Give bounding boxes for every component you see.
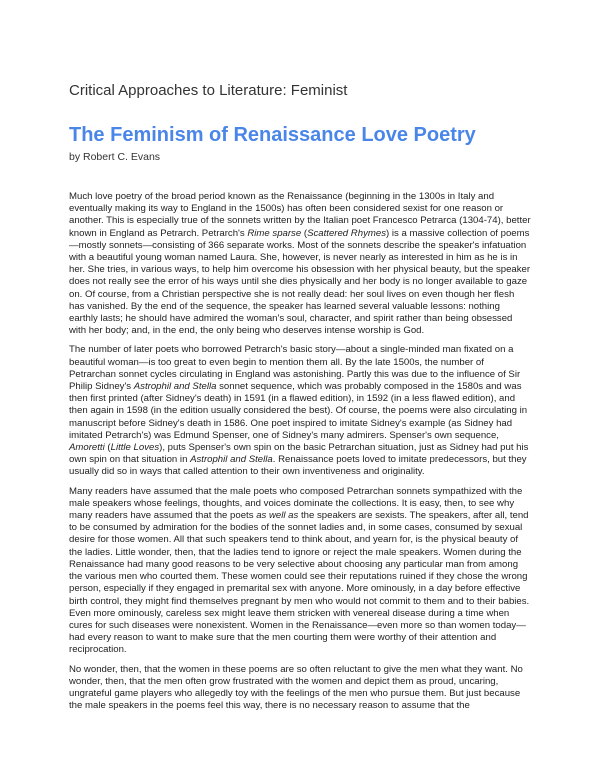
text-run: ), puts Spenser's own spin on the basic Petrarchan situation, just as Sidney had put his own spin on that situation in [69, 442, 529, 466]
text-run: ( [104, 442, 111, 454]
article-title: The Feminism of Renaissance Love Poetry [69, 124, 476, 146]
italic-text: Astrophil and Stella [133, 381, 217, 393]
italic-text: Rime sparse [247, 227, 302, 239]
text-run: sonnet sequence, which was probably composed in the 1580s and was then first printed (after Sidney's death) in 1591 (in a flawed edition), in 1592 (in a less flawed edition), and then again in 1598 (in the edition usually considered the best). Of course, the poems were also circulating in manuscript before Sidney's death in 1586. One poet inspired to imitate Sidney's example (as Sidney had imitated Petrarch's) was Edmund Spenser, one of Sidney's many admirers. Spenser's own sequence, [69, 381, 528, 441]
italic-text: as well as [256, 510, 299, 522]
italic-text: Astrophil and Stella [190, 454, 273, 466]
text-run: No wonder, then, that the women in these poems are so often reluctant to give the men what they want. No wonder, then, that the men often grow frustrated with the women and depict them as proud, uncaring, ungrateful game players who allegedly toy with the feelings of the men who pursue them. But just because the male speakers in the poems feel this way, there is no necessary reason to assume that the [69, 663, 523, 712]
paragraph-2 [69, 344, 531, 478]
italic-text: Amoretti [69, 442, 105, 454]
byline: by Robert C. Evans [69, 151, 161, 163]
text-run: ) is a massive collection of poems—mostly sonnets—consisting of 366 separate works. Most of the sonnets describe the speaker's infatuation with a beautiful young woman named Laura. She, however, is never nearly as interested in him as he is in her. She tries, in various ways, to help him overcome his obsession with her physical beauty, but the speaker does not really see the error of his ways until she dies physically and her body is no longer available to gaze on. Of course, from a Christian perspective she is not really dead: her soul lives on even though her flesh has vanished. By the end of the sequence, the speaker has learned several valuable lessons: nothing earthly lasts; he should have admired the woman's soul, character, and spirit rather than being obsessed with her body; and, in the end, the only being who deserves intense worship is God. [69, 227, 531, 337]
paragraph-1 [69, 191, 531, 337]
series-title: Critical Approaches to Literature: Feminist [69, 82, 348, 99]
article-body [69, 191, 531, 719]
text-run: the speakers are sexists. The speakers, after all, tend to be consumed by admiration for the bodies of the sonnet ladies and, in some cases, consumed by sexual desire for those women. All that such speakers tend to think about, and yearn for, is the physical beauty of the ladies. Little wonder, then, that the ladies tend to ignore or reject the male speakers. Women during the Renaissance had many good reasons to be very selective about choosing any particular man from among the various men who courted them. These women could see their reputations ruined if they chose the wrong person, especially if they engaged in premarital sex with anyone. More ominously, in a day before effective birth control, they might find themselves pregnant by men who would not commit to them and to their babies. Even more ominously, careless sex might leave them stricken with venereal disease during a time when cures for such diseases were nonexistent. Women in the Renaissance—even more so than women today—had every reason to want to make sure that the men courting them were worthy of their attention and reciprocation. [69, 510, 530, 656]
paragraph-4 [69, 664, 531, 713]
text-run: Many readers have assumed that the male poets who composed Petrarchan sonnets sympathized with the male speakers whose feelings, thoughts, and voices dominate the collections. It is easy, then, to see why many readers have assumed that the poets [69, 485, 523, 522]
text-run: The number of later poets who borrowed Petrarch's basic story—about a single-minded man fixated on a beautiful woman—is too great to even begin to mention them all. By the late 1500s, the number of Petrarchan sonnet cycles circulating in England was astonishing. Partly this was due to the influence of Sir Philip Sidney's [69, 344, 521, 393]
text-run: Much love poetry of the broad period known as the Renaissance (beginning in the 1300s in Italy and eventually making its way to England in the 1500s) has often been considered sexist for one reason or another. This is especially true of the sonnets written by the Italian poet Francesco Petrarca (1304-74), better known in England as Petrarch. Petrarch's [69, 191, 531, 239]
text-run: ( [301, 227, 308, 239]
paragraph-3 [69, 486, 531, 657]
italic-text: Little Loves [110, 442, 160, 454]
italic-text: Scattered Rhymes [307, 227, 386, 239]
text-run: . Renaissance poets loved to imitate predecessors, but they usually did so in ways that called attention to their own inventiveness and originality. [69, 454, 527, 478]
